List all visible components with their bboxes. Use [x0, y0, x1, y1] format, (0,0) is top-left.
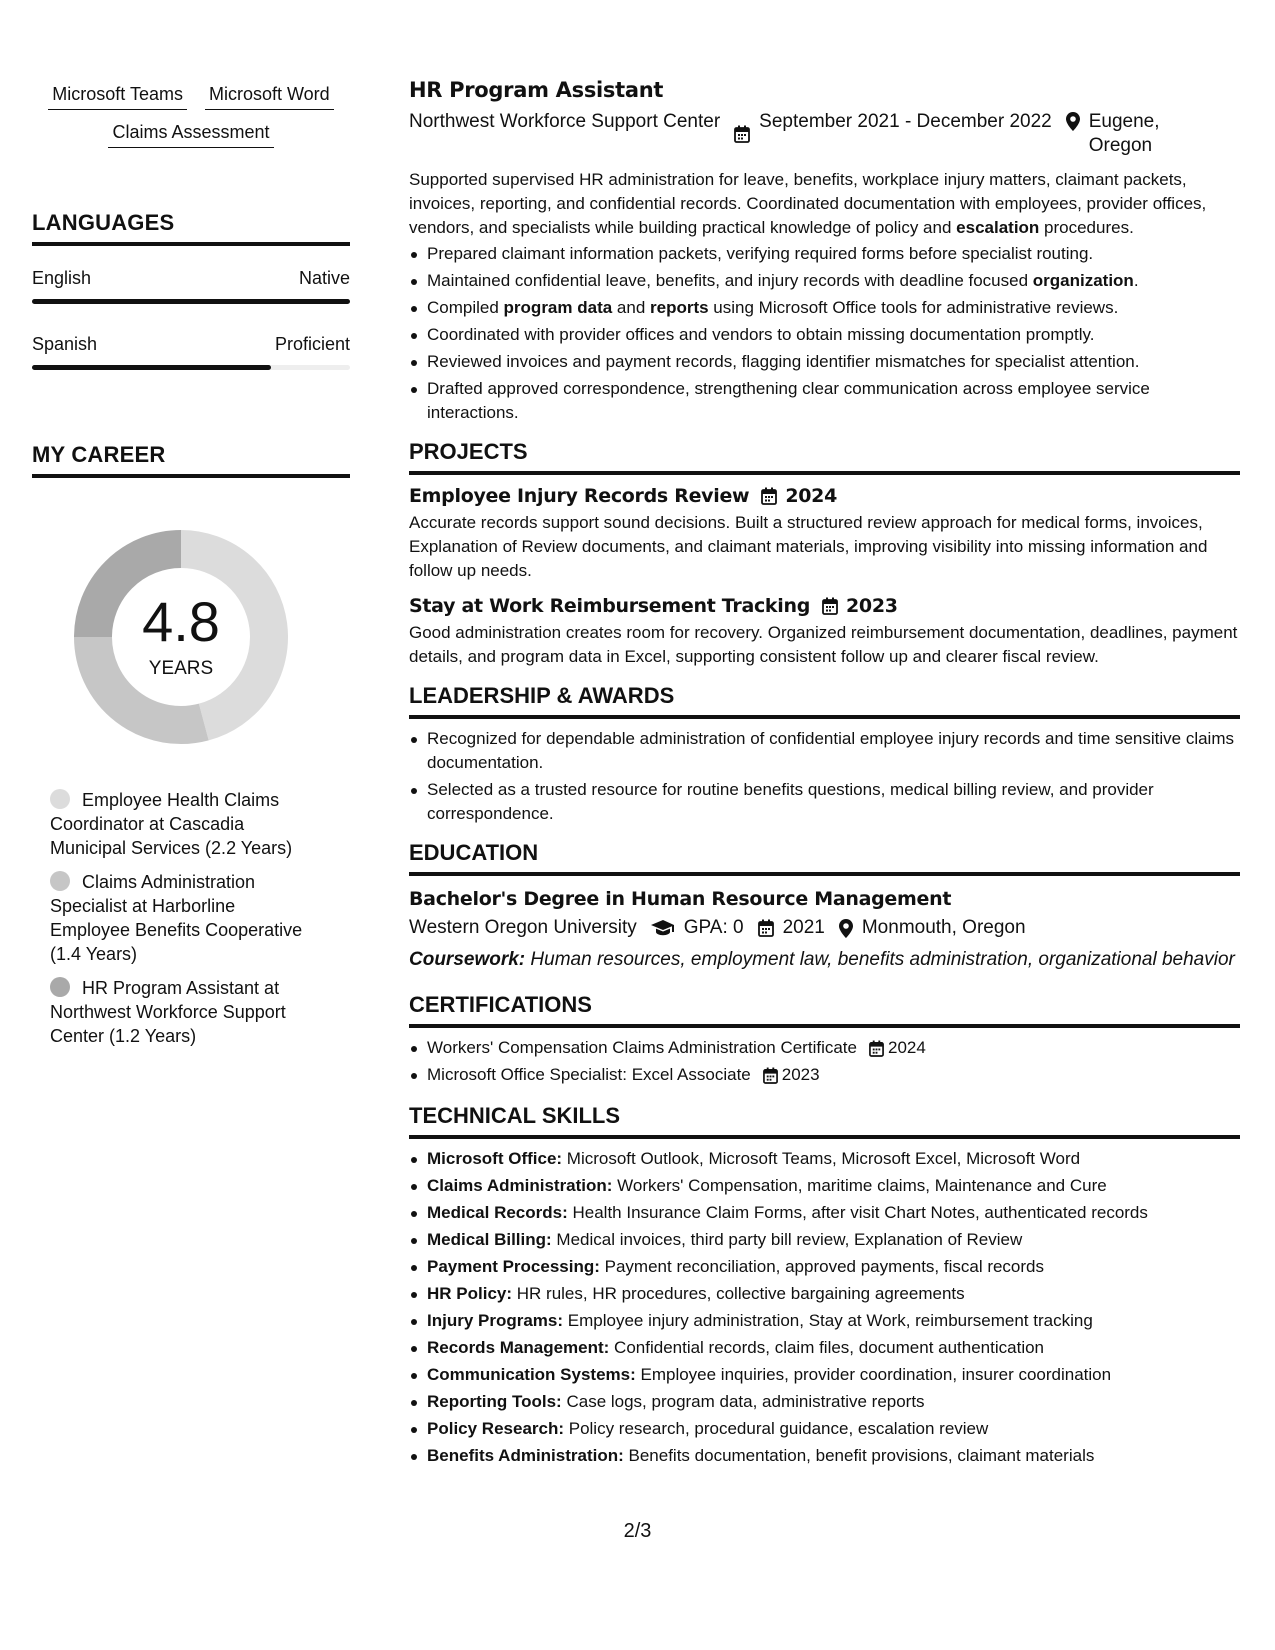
legend-dot	[50, 977, 70, 997]
education-meta	[409, 916, 1240, 940]
location-pin-icon	[839, 916, 853, 940]
school-name: Western Oregon University	[409, 917, 637, 938]
skill-chip: Claims Assessment	[108, 120, 273, 148]
bullet-bold: program data	[503, 298, 613, 317]
leadership-heading: LEADERSHIP & AWARDS	[409, 683, 1240, 719]
project-year: 2023	[846, 595, 898, 617]
language-bar-fill	[32, 365, 271, 370]
languages-heading: LANGUAGES	[32, 210, 350, 246]
leadership-item: Selected as a trusted resource for routine benefits questions, medical billing review, and provider correspondence.	[409, 778, 1240, 826]
certification-item	[409, 1063, 1240, 1087]
skill-category: Benefits Administration:	[427, 1446, 624, 1465]
bullet-text: Prepared claimant information packets, verifying required forms before specialist routing.	[427, 244, 1094, 263]
project-title: Stay at Work Reimbursement Tracking	[409, 595, 811, 617]
leadership-list	[409, 727, 1240, 826]
skill-chip: Microsoft Word	[205, 82, 334, 110]
technical-skill-item	[409, 1309, 1240, 1333]
language-level: Native	[298, 268, 350, 288]
project-item	[409, 485, 1240, 583]
skill-chip: Microsoft Teams	[48, 82, 187, 110]
technical-skill-item	[409, 1201, 1240, 1225]
skill-values: Benefits documentation, benefit provisions, claimant materials	[623, 1446, 1095, 1465]
language-bar	[32, 299, 350, 304]
bullet-bold: organization	[1032, 271, 1134, 290]
skill-category: Medical Records:	[427, 1203, 568, 1222]
bullet-bold: reports	[650, 298, 709, 317]
technical-skill-item	[409, 1417, 1240, 1441]
job-location	[1089, 110, 1160, 158]
career-total-unit: YEARS	[148, 658, 214, 679]
skill-category: Injury Programs:	[427, 1311, 564, 1330]
job-meta	[409, 110, 1240, 158]
graduation-year: 2021	[782, 917, 825, 938]
job-summary-text: procedures.	[1039, 218, 1134, 237]
project-title: Employee Injury Records Review	[409, 485, 750, 507]
certification-item	[409, 1036, 1240, 1060]
career-legend	[50, 788, 320, 1048]
language-name: Spanish	[32, 334, 98, 354]
career-heading: MY CAREER	[32, 442, 350, 478]
coursework-label: Coursework:	[409, 949, 526, 970]
school-location: Monmouth, Oregon	[861, 917, 1026, 938]
skill-values: Employee injury administration, Stay at Work, reimbursement tracking	[563, 1311, 1093, 1330]
projects-heading: PROJECTS	[409, 439, 1240, 475]
degree-title: Bachelor's Degree in Human Resource Management	[409, 888, 952, 910]
legend-dot	[50, 871, 70, 891]
job-bullet	[409, 323, 1240, 347]
calendar-icon	[761, 487, 777, 505]
skill-category: Records Management:	[427, 1338, 610, 1357]
certifications-heading: CERTIFICATIONS	[409, 992, 1240, 1028]
technical-skills-list	[409, 1147, 1240, 1468]
calendar-icon	[758, 916, 774, 940]
right-column	[409, 78, 1240, 1471]
career-legend-text: Employee Health Claims Coordinator at Cascadia Municipal Services (2.2 Years)	[50, 790, 293, 858]
education-heading: EDUCATION	[409, 840, 1240, 876]
skill-values: Case logs, program data, administrative reports	[561, 1392, 925, 1411]
technical-skill-item	[409, 1363, 1240, 1387]
certification-name: Microsoft Office Specialist: Excel Associate	[427, 1065, 751, 1084]
job-bullet	[409, 350, 1240, 374]
language-bar-fill	[32, 299, 350, 304]
bullet-text: Maintained confidential leave, benefits, and injury records with deadline focused	[427, 271, 1033, 290]
left-column	[32, 82, 350, 1058]
skill-category: Reporting Tools:	[427, 1392, 562, 1411]
skill-category: Communication Systems:	[427, 1365, 636, 1384]
bullet-text: Compiled	[427, 298, 504, 317]
career-donut-chart	[66, 522, 296, 752]
certification-name: Workers' Compensation Claims Administration Certificate	[427, 1038, 857, 1057]
calendar-icon	[822, 597, 838, 615]
company-name: Northwest Workforce Support Center	[409, 111, 721, 132]
career-legend-text: Claims Administration Specialist at Harborline Employee Benefits Cooperative (1.4 Years)	[50, 872, 303, 964]
coursework	[409, 948, 1240, 972]
skill-values: Confidential records, claim files, document authentication	[609, 1338, 1044, 1357]
technical-skill-item	[409, 1147, 1240, 1171]
skill-category: Claims Administration:	[427, 1176, 613, 1195]
bullet-text: Drafted approved correspondence, strengthening clear communication across employee service interactions.	[427, 379, 1150, 422]
job-summary-bold: escalation	[956, 218, 1040, 237]
calendar-icon	[869, 1040, 884, 1057]
language-bar	[32, 365, 350, 370]
career-legend-text: HR Program Assistant at Northwest Workforce Support Center (1.2 Years)	[50, 978, 286, 1046]
skill-values: Employee inquiries, provider coordination, insurer coordination	[635, 1365, 1112, 1384]
skill-values: Policy research, procedural guidance, escalation review	[564, 1419, 989, 1438]
certification-year: 2023	[781, 1065, 820, 1084]
skill-values: Health Insurance Claim Forms, after visit Chart Notes, authenticated records	[567, 1203, 1148, 1222]
location-pin-icon	[1066, 110, 1080, 158]
legend-dot	[50, 789, 70, 809]
job-summary-text: Supported supervised HR administration for leave, benefits, workplace injury matters, claimant packets, invoices, reporting, and confidential records. Coordinated documentation with employees, provider offices, vendors, and specialists while building practical knowledge of policy and	[409, 170, 1207, 237]
career-legend-item	[50, 788, 320, 860]
skill-values: HR rules, HR procedures, collective bargaining agreements	[512, 1284, 965, 1303]
skill-chips	[32, 82, 350, 148]
technical-skill-item	[409, 1282, 1240, 1306]
skill-values: Microsoft Outlook, Microsoft Teams, Microsoft Excel, Microsoft Word	[562, 1149, 1081, 1168]
project-item	[409, 595, 1240, 669]
technical-skill-item	[409, 1444, 1240, 1468]
bullet-text: .	[1133, 271, 1139, 290]
job-bullet	[409, 296, 1240, 320]
job-bullet	[409, 377, 1240, 425]
job-bullet	[409, 269, 1240, 293]
page-number: 2/3	[623, 1520, 652, 1542]
coursework-text: Human resources, employment law, benefits administration, organizational behavior	[525, 949, 1235, 970]
skill-category: Microsoft Office:	[427, 1149, 563, 1168]
bullet-text: Coordinated with provider offices and vendors to obtain missing documentation promptly.	[427, 325, 1095, 344]
skill-values: Medical invoices, third party bill review, Explanation of Review	[551, 1230, 1023, 1249]
technical-skill-item	[409, 1336, 1240, 1360]
language-item	[32, 268, 350, 304]
technical-skill-item	[409, 1390, 1240, 1414]
bullet-text: using Microsoft Office tools for administrative reviews.	[708, 298, 1119, 317]
job-location-line: Eugene,	[1088, 111, 1160, 132]
technical-skill-item	[409, 1228, 1240, 1252]
project-year: 2024	[785, 485, 837, 507]
skill-category: Policy Research:	[427, 1419, 565, 1438]
job-location-line: Oregon	[1088, 135, 1153, 156]
gpa: GPA: 0	[683, 917, 744, 938]
career-total-value: 4.8	[142, 590, 220, 653]
technical-skill-item	[409, 1174, 1240, 1198]
calendar-icon	[734, 110, 750, 158]
technical-skills-heading: TECHNICAL SKILLS	[409, 1103, 1240, 1139]
project-description: Good administration creates room for recovery. Organized reimbursement documentation, deadlines, payment details, and program data in Excel, supporting consistent follow up and clearer fiscal review.	[409, 623, 1238, 666]
skill-values: Workers' Compensation, maritime claims, Maintenance and Cure	[612, 1176, 1107, 1195]
job-summary	[409, 168, 1240, 240]
career-legend-item	[50, 976, 320, 1048]
leadership-item: Recognized for dependable administration of confidential employee injury records and time sensitive claims documentation.	[409, 727, 1240, 775]
skill-category: HR Policy:	[427, 1284, 513, 1303]
calendar-icon	[763, 1067, 778, 1084]
skill-category: Medical Billing:	[427, 1230, 552, 1249]
career-legend-item	[50, 870, 320, 966]
technical-skill-item	[409, 1255, 1240, 1279]
job-title: HR Program Assistant	[409, 78, 664, 102]
job-bullets	[409, 242, 1240, 425]
certifications-list	[409, 1036, 1240, 1087]
bullet-text: Reviewed invoices and payment records, flagging identifier mismatches for specialist attention.	[427, 352, 1140, 371]
job-dates: September 2021 - December 2022	[759, 111, 1052, 132]
language-level: Proficient	[274, 334, 350, 354]
graduation-cap-icon	[651, 916, 675, 940]
skill-values: Payment reconciliation, approved payments, fiscal records	[599, 1257, 1045, 1276]
language-item	[32, 334, 350, 370]
skill-category: Payment Processing:	[427, 1257, 600, 1276]
language-name: English	[32, 268, 92, 288]
job-bullet	[409, 242, 1240, 266]
certification-year: 2024	[887, 1038, 926, 1057]
bullet-text: and	[612, 298, 650, 317]
project-description: Accurate records support sound decisions. Built a structured review approach for medical forms, invoices, Explanation of Review documents, and claimant materials, improving visibility into missing information and follow up needs.	[409, 513, 1208, 580]
